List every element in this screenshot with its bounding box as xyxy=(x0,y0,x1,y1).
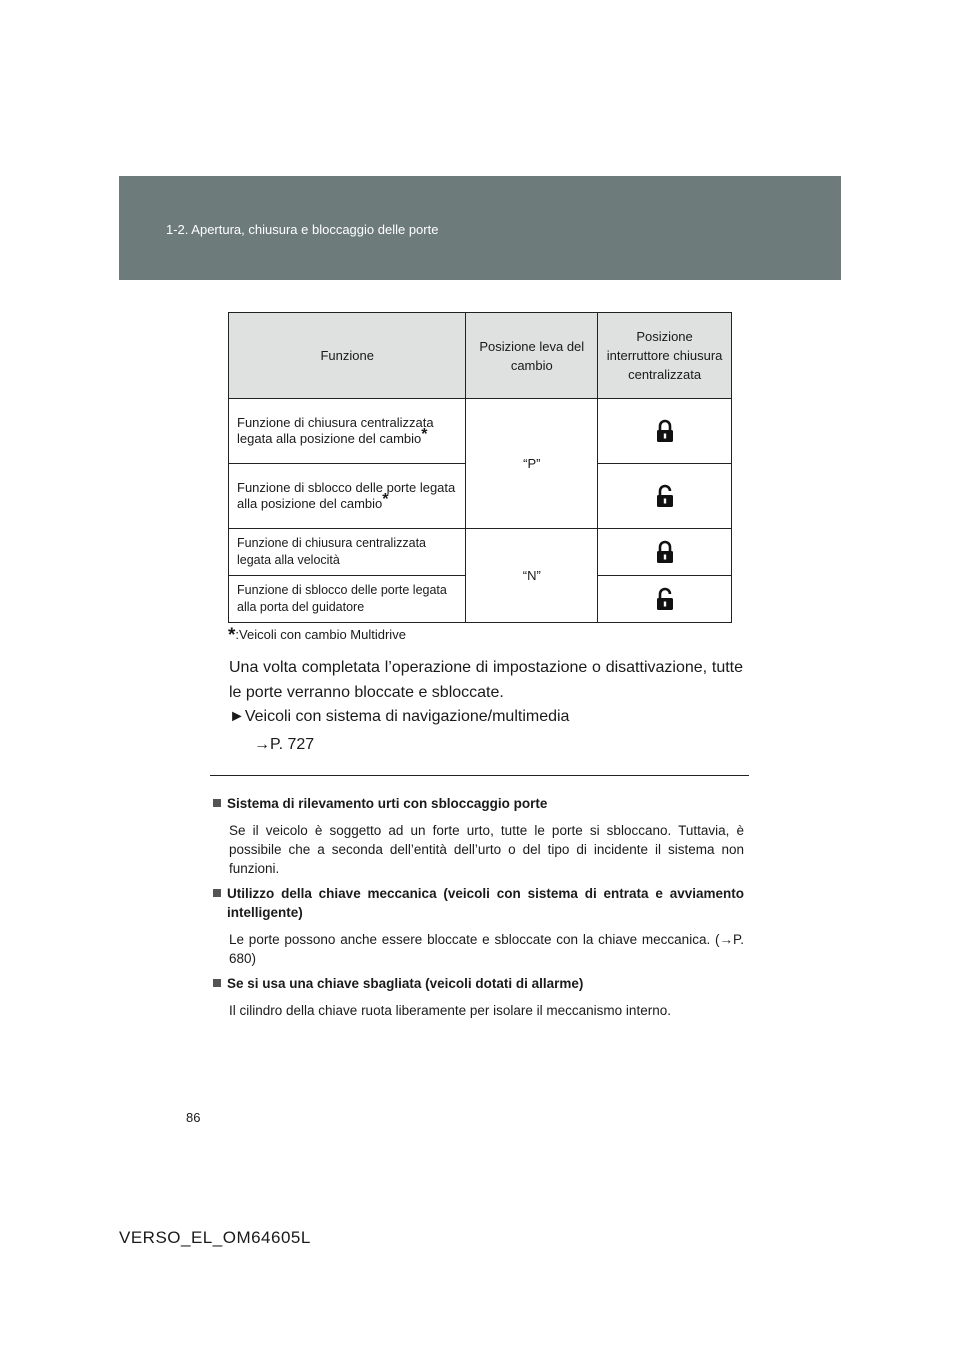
footnote-star: * xyxy=(228,625,236,646)
header-leva xyxy=(466,313,598,399)
chapter-header-band xyxy=(119,176,841,280)
note-title: Sistema di rilevamento urti con sbloccaggio porte xyxy=(227,796,548,811)
bullet-item xyxy=(229,708,569,726)
lock-open-icon xyxy=(598,464,732,529)
row-function-name xyxy=(229,464,466,529)
header-interruttore xyxy=(598,313,732,399)
square-bullet-icon xyxy=(213,889,221,897)
note-block xyxy=(213,884,744,968)
note-heading xyxy=(213,974,744,993)
function-table xyxy=(228,312,732,623)
note-body: Se il veicolo è soggetto ad un forte urto, tutte le porte si sbloccano. Tuttavia, è possibile che a seconda dell’entità dell’urto o del tipo di incidente il sistema non funzioni. xyxy=(229,823,744,876)
note-title: Utilizzo della chiave meccanica (veicoli con sistema di entrata e avviamento intelligente) xyxy=(227,886,744,920)
bullet-text: Veicoli con sistema di navigazione/multimedia xyxy=(244,708,570,725)
function-text: Funzione di sblocco delle porte legata alla posizione del cambio xyxy=(237,480,456,511)
triangle-bullet-icon: ► xyxy=(229,708,245,725)
section-divider xyxy=(210,775,749,776)
header-interruttore-text: Posizione interruttore chiusura centralizzata xyxy=(606,329,723,382)
footnote-mark: * xyxy=(421,426,428,443)
lever-position-n: “N” xyxy=(466,529,598,623)
lock-open-icon xyxy=(598,576,732,623)
header-leva-text: Posizione leva del cambio xyxy=(479,338,585,373)
table-header-row xyxy=(229,313,732,399)
square-bullet-icon xyxy=(213,799,221,807)
page-reference-link[interactable]: →P. 727 xyxy=(254,736,315,753)
note-block xyxy=(213,794,744,878)
note-body: Le porte possono anche essere bloccate e sbloccate con la chiave meccanica. (→P. 680) xyxy=(229,932,744,966)
header-funzione: Funzione xyxy=(229,313,466,399)
footnote-text: :Veicoli con cambio Multidrive xyxy=(235,627,406,642)
table-row xyxy=(229,399,732,464)
note-heading xyxy=(213,794,744,813)
note-block xyxy=(213,974,744,1020)
lock-closed-icon xyxy=(598,529,732,576)
note-title: Se si usa una chiave sbagliata (veicoli dotati di allarme) xyxy=(227,976,584,991)
page-number: 86 xyxy=(186,1110,201,1125)
table-row xyxy=(229,529,732,576)
document-code: VERSO_EL_OM64605L xyxy=(119,1228,311,1247)
row-function-name: Funzione di sblocco delle porte legata alla porta del guidatore xyxy=(229,576,466,623)
note-body: Il cilindro della chiave ruota liberamente per isolare il meccanismo interno. xyxy=(229,1003,671,1018)
square-bullet-icon xyxy=(213,979,221,987)
function-text: Funzione di chiusura centralizzata legata alla posizione del cambio xyxy=(237,415,434,446)
lever-position-p: “P” xyxy=(466,399,598,529)
note-heading xyxy=(213,884,744,922)
row-function-name xyxy=(229,399,466,464)
row-function-name: Funzione di chiusura centralizzata legata alla velocità xyxy=(229,529,466,576)
body-paragraph: Una volta completata l’operazione di impostazione o disattivazione, tutte le porte verranno bloccate e sbloccate. xyxy=(229,659,743,701)
chapter-title: 1-2. Apertura, chiusura e bloccaggio delle porte xyxy=(166,222,439,237)
table-footnote xyxy=(228,625,406,647)
lock-closed-icon xyxy=(598,399,732,464)
footnote-mark: * xyxy=(382,491,389,508)
